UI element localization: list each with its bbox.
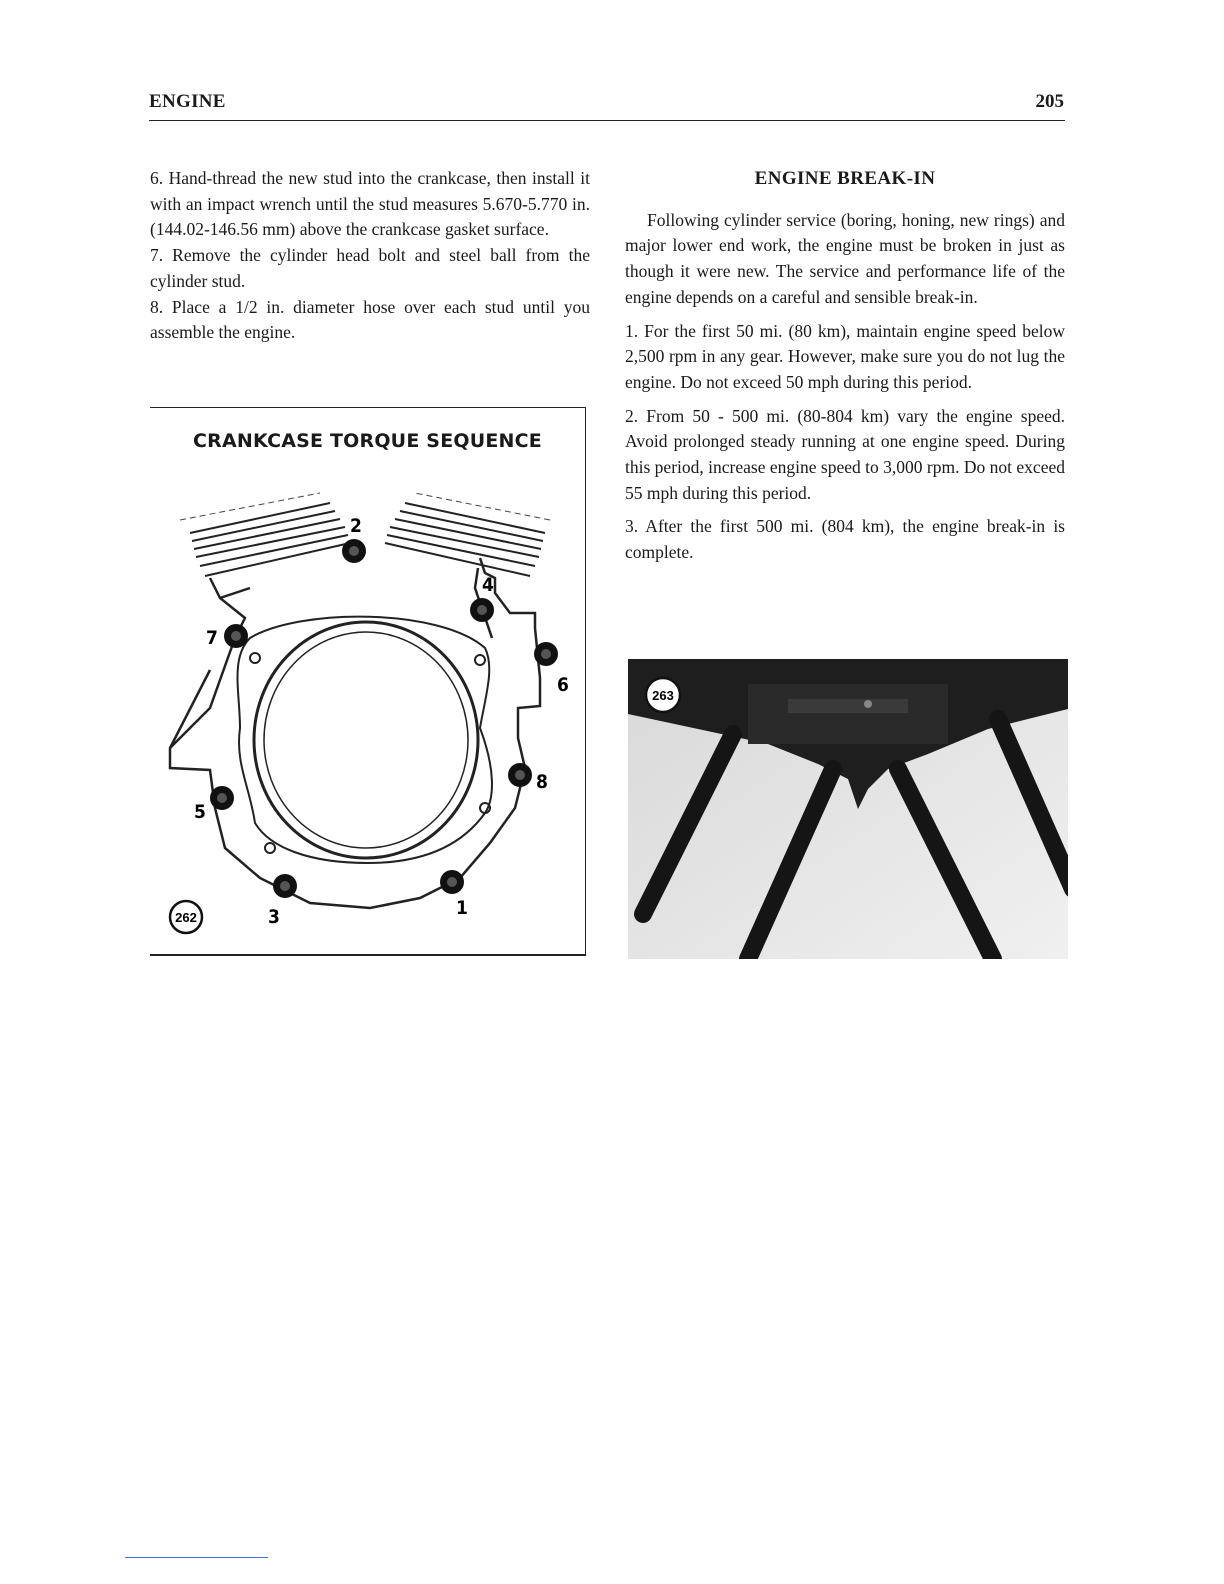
crankcase-diagram bbox=[150, 408, 586, 957]
figure-262-badge bbox=[170, 901, 202, 933]
break-in-step-3: 3. After the first 500 mi. (804 km), the engine break-in is complete. bbox=[625, 516, 1065, 563]
bolt-label-1: 1 bbox=[456, 897, 468, 919]
header-rule bbox=[149, 120, 1065, 121]
figure-262-crankcase-torque-sequence bbox=[150, 407, 586, 956]
bolt-8 bbox=[508, 763, 532, 787]
bolt-5 bbox=[210, 786, 234, 810]
left-column bbox=[150, 166, 590, 346]
bolt-6 bbox=[534, 642, 558, 666]
bolt-label-6: 6 bbox=[557, 674, 569, 696]
figure-262-number: 262 bbox=[175, 910, 197, 925]
break-in-step-1: 1. For the first 50 mi. (80 km), maintain engine speed below 2,500 rpm in any gear. However, make sure you do not lug the engine. Do not exceed 50 mph during this period. bbox=[625, 320, 1065, 392]
step-6-paragraph: 6. Hand-thread the new stud into the crankcase, then install it with an impact wrench until the stud measures 5.670-5.770 in. (144.02-146.56 mm) above the crankcase gasket surface. bbox=[150, 168, 590, 240]
running-header-section: ENGINE bbox=[149, 91, 226, 112]
bolt-7 bbox=[224, 624, 248, 648]
bolt-label-7: 7 bbox=[206, 627, 218, 649]
bolt-1 bbox=[440, 870, 464, 894]
cylinder-dash-lines bbox=[180, 493, 550, 520]
bolt-label-4: 4 bbox=[482, 574, 494, 596]
break-in-intro: Following cylinder service (boring, honing, new rings) and major lower end work, the engine must be broken in just as though it were new. The service and performance life of the engine depends on a careful and sensible break-in. bbox=[625, 209, 1065, 307]
cylinder-fins bbox=[190, 503, 545, 576]
engine-break-in-heading: ENGINE BREAK-IN bbox=[754, 168, 936, 189]
bolt-label-3: 3 bbox=[268, 906, 280, 928]
footer-link-rule bbox=[125, 1557, 268, 1558]
gasket-outline bbox=[238, 617, 492, 863]
bolt-3 bbox=[273, 874, 297, 898]
engine-stand-photo bbox=[628, 659, 1068, 959]
step-7-paragraph: 7. Remove the cylinder head bolt and steel ball from the cylinder stud. bbox=[150, 245, 590, 291]
bolt-4 bbox=[470, 598, 494, 622]
cylinder-bore bbox=[254, 622, 478, 858]
bolt-label-2: 2 bbox=[350, 515, 362, 537]
bolt-label-8: 8 bbox=[536, 771, 548, 793]
step-8-paragraph: 8. Place a 1/2 in. diameter hose over each stud until you assemble the engine. bbox=[150, 296, 590, 343]
figure-263-number: 263 bbox=[652, 688, 674, 703]
figure-263-badge bbox=[646, 678, 680, 712]
bolt-markers bbox=[210, 539, 558, 898]
figure-263-photo bbox=[628, 659, 1068, 959]
page-number: 205 bbox=[1035, 91, 1064, 112]
cylinder-bore-inner bbox=[264, 632, 468, 848]
bolt-2 bbox=[342, 539, 366, 563]
figure-262-title: CRANKCASE TORQUE SEQUENCE bbox=[193, 430, 542, 452]
break-in-step-2: 2. From 50 - 500 mi. (80-804 km) vary the engine speed. Avoid prolonged steady running at one engine speed. During this period, increase engine speed to 3,000 rpm. Do not exceed 55 mph during this period. bbox=[625, 405, 1065, 503]
right-column bbox=[625, 166, 1065, 574]
bolt-label-5: 5 bbox=[194, 801, 206, 823]
